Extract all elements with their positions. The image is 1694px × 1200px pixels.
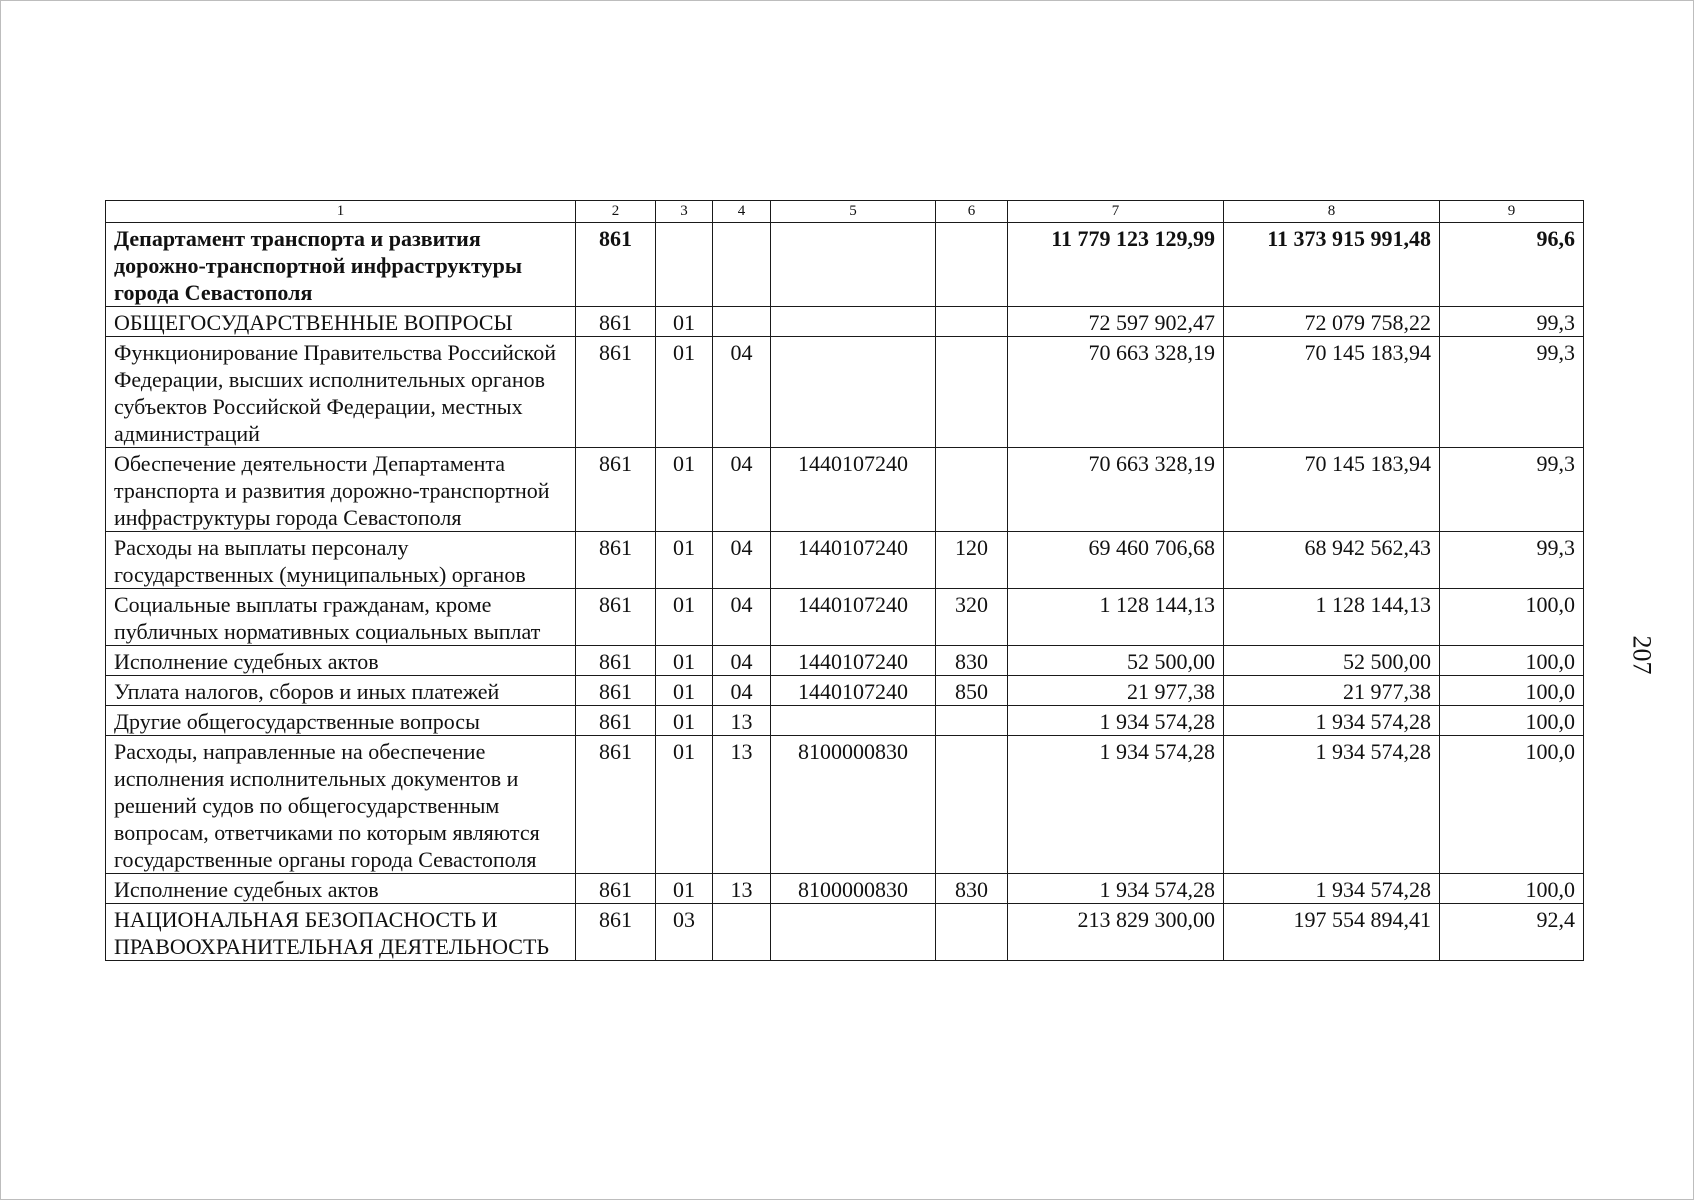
subsection-code-cell	[713, 223, 771, 307]
section-code-cell: 01	[656, 532, 713, 589]
column-header: 9	[1440, 201, 1584, 223]
section-code-cell: 01	[656, 646, 713, 676]
section-code-cell: 01	[656, 874, 713, 904]
admin-code-cell: 861	[576, 904, 656, 961]
section-code-cell: 01	[656, 736, 713, 874]
execution-percent-cell: 100,0	[1440, 646, 1584, 676]
row-name-cell: Обеспечение деятельности Департамента транспорта и развития дорожно-транспортной инфраструктуры города Севастополя	[106, 448, 576, 532]
planned-amount-cell: 72 597 902,47	[1008, 307, 1224, 337]
executed-amount-cell: 197 554 894,41	[1224, 904, 1440, 961]
target-article-cell: 1440107240	[771, 589, 936, 646]
execution-percent-cell: 100,0	[1440, 736, 1584, 874]
admin-code-cell: 861	[576, 874, 656, 904]
expense-type-cell: 120	[936, 532, 1008, 589]
table-row	[106, 532, 1584, 589]
row-name-cell: Функционирование Правительства Российской Федерации, высших исполнительных органов субъектов Российской Федерации, местных администраций	[106, 337, 576, 448]
column-header: 2	[576, 201, 656, 223]
column-header: 3	[656, 201, 713, 223]
expense-type-cell: 320	[936, 589, 1008, 646]
row-name-cell: Социальные выплаты гражданам, кроме публичных нормативных социальных выплат	[106, 589, 576, 646]
execution-percent-cell: 99,3	[1440, 448, 1584, 532]
target-article-cell: 1440107240	[771, 448, 936, 532]
planned-amount-cell: 213 829 300,00	[1008, 904, 1224, 961]
table-row	[106, 874, 1584, 904]
subsection-code-cell: 04	[713, 676, 771, 706]
expense-type-cell: 850	[936, 676, 1008, 706]
column-header: 4	[713, 201, 771, 223]
execution-percent-cell: 100,0	[1440, 874, 1584, 904]
target-article-cell	[771, 307, 936, 337]
subsection-code-cell: 04	[713, 448, 771, 532]
table-row	[106, 676, 1584, 706]
subsection-code-cell: 13	[713, 706, 771, 736]
executed-amount-cell: 52 500,00	[1224, 646, 1440, 676]
row-name-cell: Департамент транспорта и развития дорожно-транспортной инфраструктуры города Севастополя	[106, 223, 576, 307]
expense-type-cell	[936, 223, 1008, 307]
table-row	[106, 223, 1584, 307]
section-code-cell: 01	[656, 337, 713, 448]
target-article-cell: 1440107240	[771, 646, 936, 676]
table-row	[106, 448, 1584, 532]
execution-percent-cell: 99,3	[1440, 532, 1584, 589]
subsection-code-cell	[713, 904, 771, 961]
subsection-code-cell: 04	[713, 337, 771, 448]
budget-table	[105, 200, 1584, 961]
column-header: 7	[1008, 201, 1224, 223]
section-code-cell: 01	[656, 448, 713, 532]
section-code-cell	[656, 223, 713, 307]
section-code-cell: 01	[656, 589, 713, 646]
column-header: 1	[106, 201, 576, 223]
target-article-cell: 8100000830	[771, 736, 936, 874]
expense-type-cell	[936, 337, 1008, 448]
executed-amount-cell: 21 977,38	[1224, 676, 1440, 706]
section-code-cell: 01	[656, 706, 713, 736]
execution-percent-cell: 96,6	[1440, 223, 1584, 307]
planned-amount-cell: 1 934 574,28	[1008, 874, 1224, 904]
section-code-cell: 03	[656, 904, 713, 961]
row-name-cell: ОБЩЕГОСУДАРСТВЕННЫЕ ВОПРОСЫ	[106, 307, 576, 337]
planned-amount-cell: 70 663 328,19	[1008, 337, 1224, 448]
table-row	[106, 904, 1584, 961]
executed-amount-cell: 11 373 915 991,48	[1224, 223, 1440, 307]
expense-type-cell	[936, 307, 1008, 337]
row-name-cell: Другие общегосударственные вопросы	[106, 706, 576, 736]
executed-amount-cell: 1 128 144,13	[1224, 589, 1440, 646]
expense-type-cell	[936, 706, 1008, 736]
planned-amount-cell: 11 779 123 129,99	[1008, 223, 1224, 307]
planned-amount-cell: 52 500,00	[1008, 646, 1224, 676]
target-article-cell	[771, 706, 936, 736]
execution-percent-cell: 100,0	[1440, 589, 1584, 646]
executed-amount-cell: 1 934 574,28	[1224, 874, 1440, 904]
admin-code-cell: 861	[576, 337, 656, 448]
section-code-cell: 01	[656, 676, 713, 706]
expense-type-cell	[936, 448, 1008, 532]
admin-code-cell: 861	[576, 448, 656, 532]
planned-amount-cell: 1 128 144,13	[1008, 589, 1224, 646]
row-name-cell: Уплата налогов, сборов и иных платежей	[106, 676, 576, 706]
subsection-code-cell	[713, 307, 771, 337]
row-name-cell: Расходы на выплаты персоналу государственных (муниципальных) органов	[106, 532, 576, 589]
executed-amount-cell: 70 145 183,94	[1224, 448, 1440, 532]
admin-code-cell: 861	[576, 223, 656, 307]
admin-code-cell: 861	[576, 676, 656, 706]
expense-type-cell	[936, 736, 1008, 874]
column-header: 6	[936, 201, 1008, 223]
expense-type-cell	[936, 904, 1008, 961]
executed-amount-cell: 68 942 562,43	[1224, 532, 1440, 589]
target-article-cell	[771, 223, 936, 307]
admin-code-cell: 861	[576, 736, 656, 874]
table-row	[106, 736, 1584, 874]
execution-percent-cell: 99,3	[1440, 307, 1584, 337]
table-body	[106, 223, 1584, 961]
table-row	[106, 337, 1584, 448]
target-article-cell	[771, 904, 936, 961]
row-name-cell: Исполнение судебных актов	[106, 646, 576, 676]
row-name-cell: Расходы, направленные на обеспечение исполнения исполнительных документов и решений судов по общегосударственным вопросам, ответчиками по которым являются государственные органы города Севастополя	[106, 736, 576, 874]
target-article-cell: 1440107240	[771, 676, 936, 706]
row-name-cell: Исполнение судебных актов	[106, 874, 576, 904]
target-article-cell: 1440107240	[771, 532, 936, 589]
execution-percent-cell: 92,4	[1440, 904, 1584, 961]
admin-code-cell: 861	[576, 646, 656, 676]
section-code-cell: 01	[656, 307, 713, 337]
planned-amount-cell: 70 663 328,19	[1008, 448, 1224, 532]
execution-percent-cell: 100,0	[1440, 706, 1584, 736]
admin-code-cell: 861	[576, 532, 656, 589]
page-number: 207	[1627, 635, 1657, 675]
execution-percent-cell: 99,3	[1440, 337, 1584, 448]
execution-percent-cell: 100,0	[1440, 676, 1584, 706]
subsection-code-cell: 04	[713, 646, 771, 676]
subsection-code-cell: 04	[713, 532, 771, 589]
table-row	[106, 706, 1584, 736]
target-article-cell: 8100000830	[771, 874, 936, 904]
expense-type-cell: 830	[936, 646, 1008, 676]
planned-amount-cell: 21 977,38	[1008, 676, 1224, 706]
admin-code-cell: 861	[576, 307, 656, 337]
table-row	[106, 307, 1584, 337]
table-row	[106, 589, 1584, 646]
column-header: 5	[771, 201, 936, 223]
subsection-code-cell: 13	[713, 874, 771, 904]
expense-type-cell: 830	[936, 874, 1008, 904]
admin-code-cell: 861	[576, 589, 656, 646]
row-name-cell: НАЦИОНАЛЬНАЯ БЕЗОПАСНОСТЬ И ПРАВООХРАНИТЕЛЬНАЯ ДЕЯТЕЛЬНОСТЬ	[106, 904, 576, 961]
executed-amount-cell: 72 079 758,22	[1224, 307, 1440, 337]
target-article-cell	[771, 337, 936, 448]
planned-amount-cell: 1 934 574,28	[1008, 736, 1224, 874]
subsection-code-cell: 13	[713, 736, 771, 874]
table-row	[106, 646, 1584, 676]
executed-amount-cell: 1 934 574,28	[1224, 706, 1440, 736]
executed-amount-cell: 70 145 183,94	[1224, 337, 1440, 448]
subsection-code-cell: 04	[713, 589, 771, 646]
column-header: 8	[1224, 201, 1440, 223]
executed-amount-cell: 1 934 574,28	[1224, 736, 1440, 874]
admin-code-cell: 861	[576, 706, 656, 736]
column-number-row	[106, 201, 1584, 223]
planned-amount-cell: 69 460 706,68	[1008, 532, 1224, 589]
planned-amount-cell: 1 934 574,28	[1008, 706, 1224, 736]
